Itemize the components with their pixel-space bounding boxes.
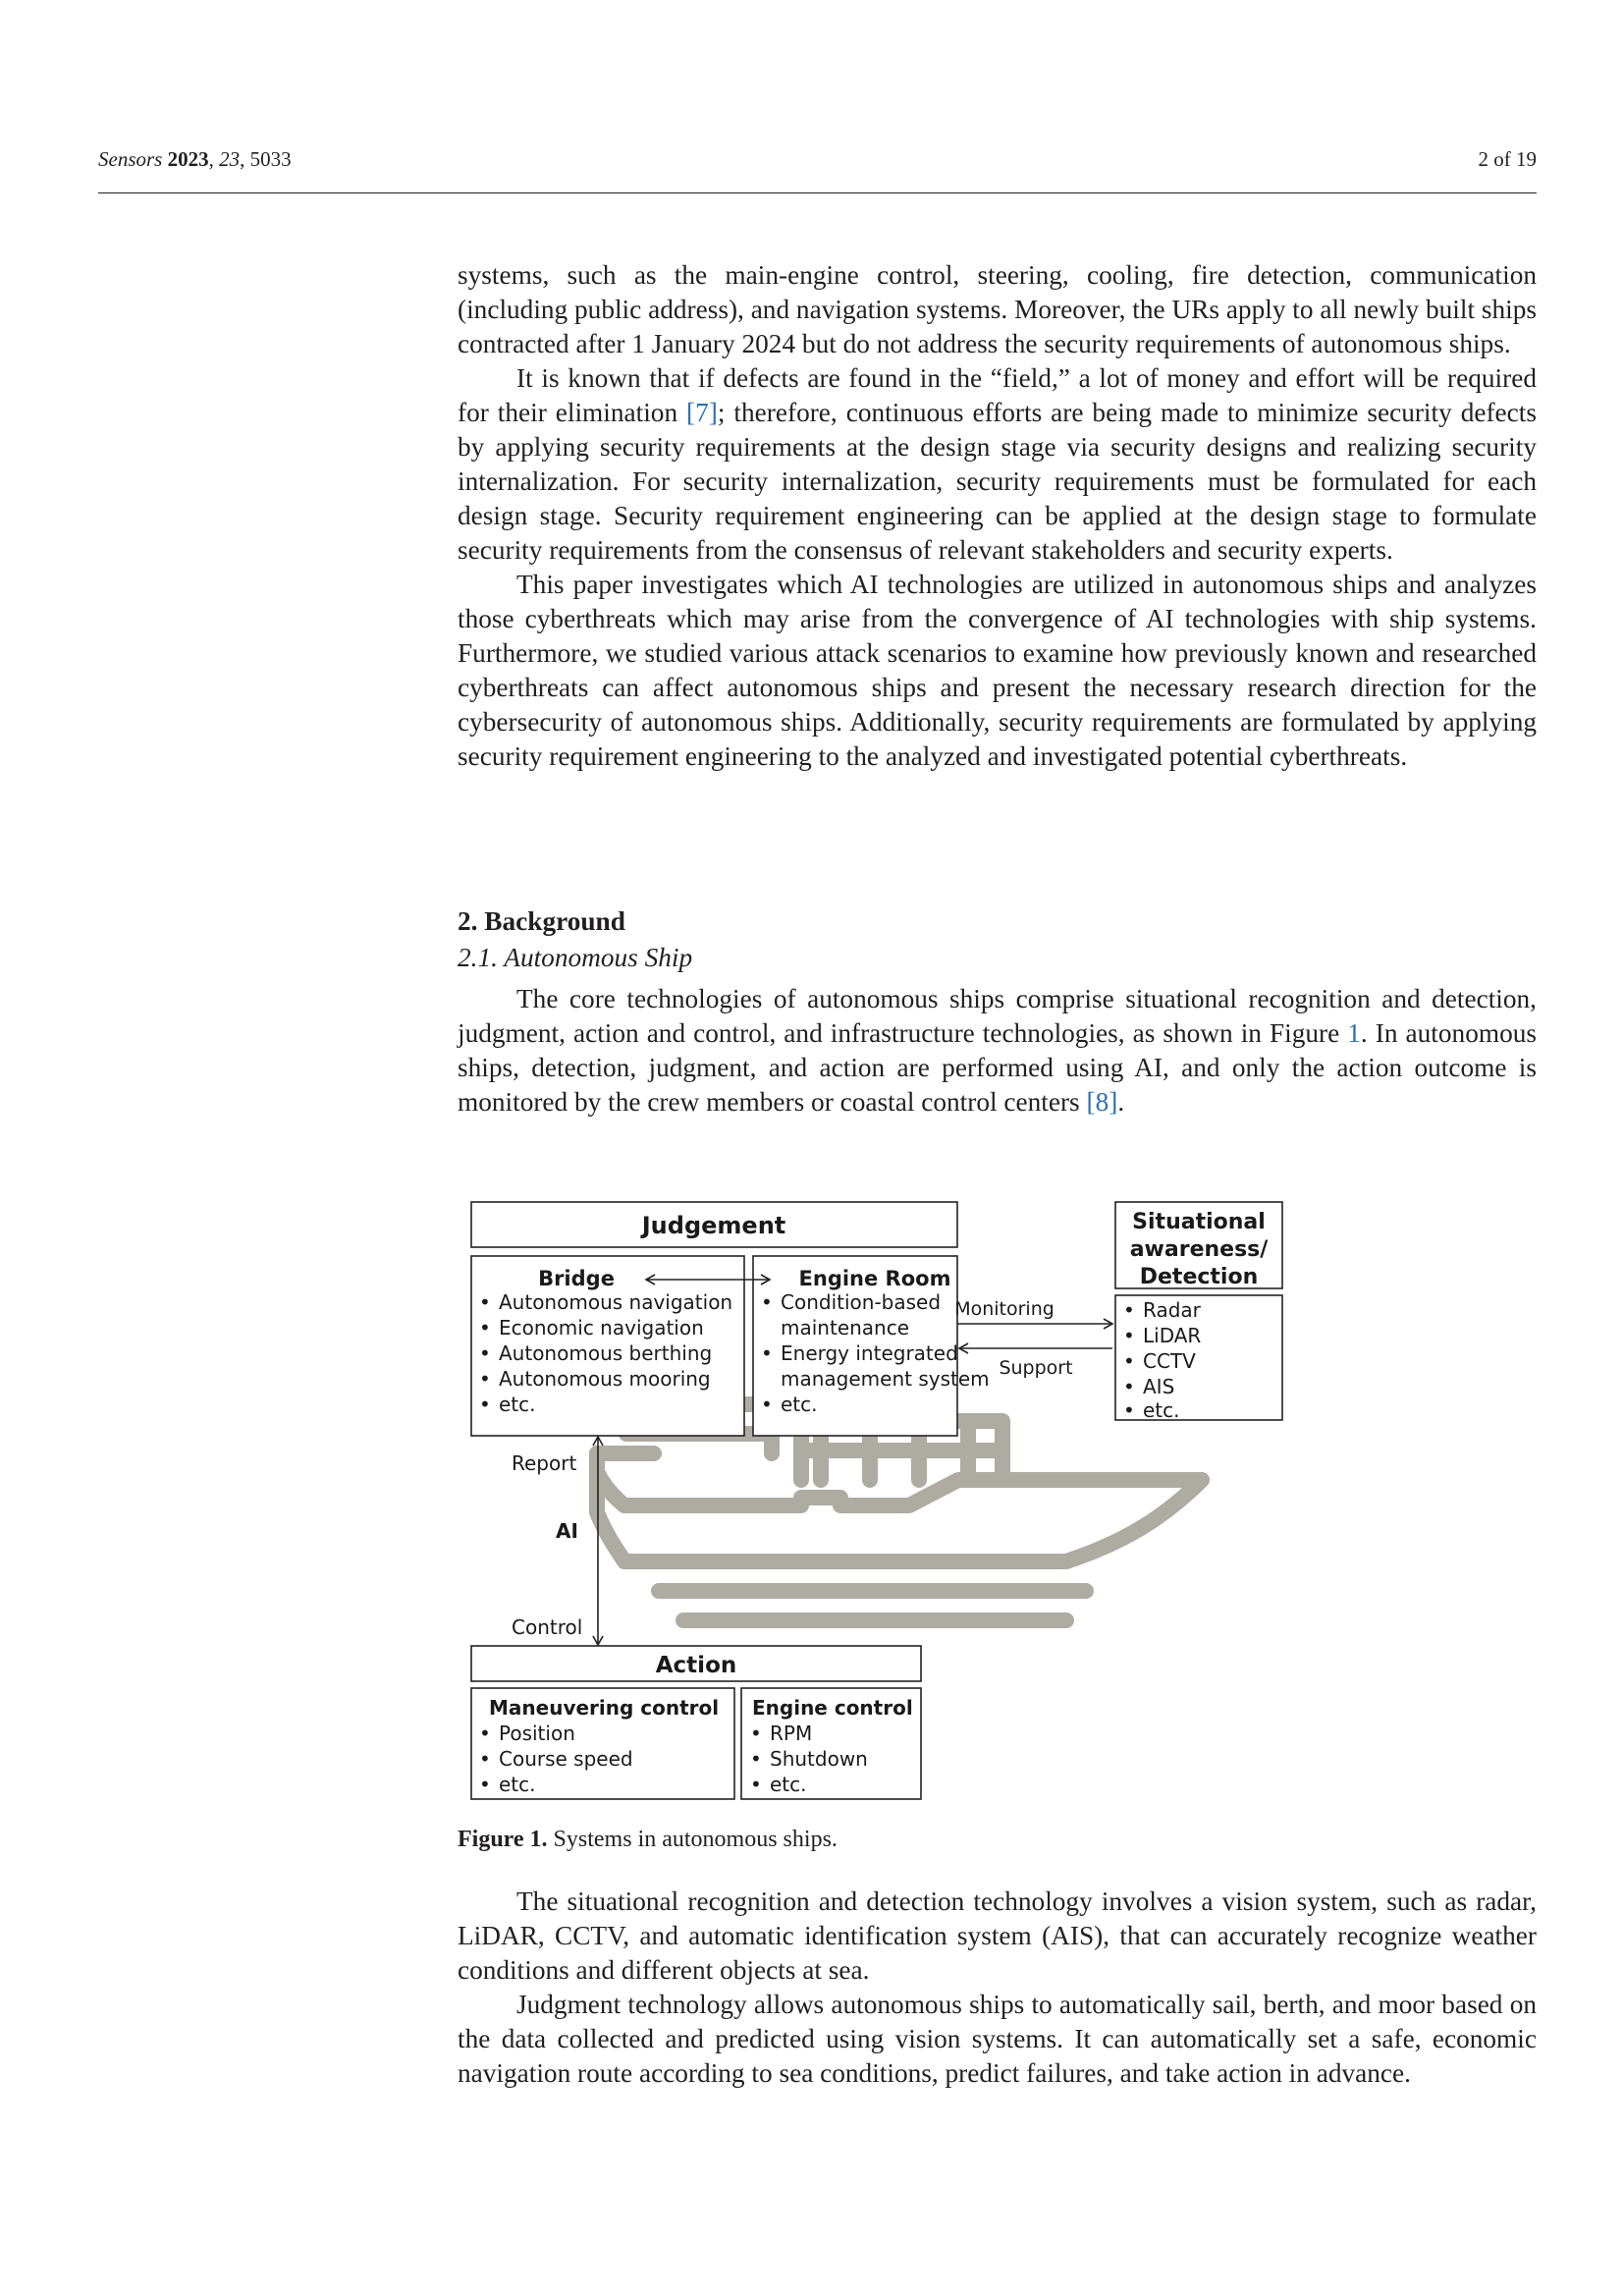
bullet: • bbox=[761, 1341, 773, 1365]
caption-label: Figure 1. bbox=[458, 1827, 548, 1852]
bullet: • bbox=[761, 1393, 773, 1416]
engine-control-title: Engine control bbox=[752, 1696, 913, 1720]
list-item: Autonomous mooring bbox=[499, 1367, 711, 1391]
list-item: AIS bbox=[1143, 1375, 1175, 1398]
journal-citation: Sensors 2023, 23, 5033 bbox=[98, 147, 292, 171]
bullet: • bbox=[479, 1773, 491, 1796]
text-run: It is known that if defects are found in the “field,” a lot of money and effort will be required for their elimination bbox=[458, 363, 1537, 427]
bullet: • bbox=[1123, 1375, 1135, 1398]
journal-volume: 23 bbox=[219, 147, 241, 171]
bullet: • bbox=[479, 1290, 491, 1314]
text-run: ; therefore, continuous efforts are being made to minimize security defects by applying security requirements at the design stage via security designs and realizing security internalization. For security internalization, security requirements must be formulated for each design stage. Security requirement engineering can be applied at the design stage to formulate security requirements from the consensus of relevant stakeholders and security experts. bbox=[458, 398, 1537, 565]
bullet: • bbox=[479, 1341, 491, 1365]
journal-year: 2023 bbox=[167, 147, 209, 171]
support-label: Support bbox=[999, 1357, 1073, 1379]
bullet: • bbox=[750, 1722, 762, 1745]
citation-link[interactable]: [7] bbox=[686, 398, 718, 427]
text-run: The core technologies of autonomous ships comprise situational recognition and detection, judgment, action and control, and infrastructure technologies, as shown in Figure bbox=[458, 984, 1537, 1048]
subsection-title: 2.1. Autonomous Ship bbox=[458, 943, 693, 972]
bullet: • bbox=[750, 1747, 762, 1771]
list-item: etc. bbox=[499, 1773, 536, 1796]
bullet: • bbox=[1123, 1324, 1135, 1347]
text-run: This paper investigates which AI technologies are utilized in autonomous ships and analyzes those cyberthreats which may arise from the convergence of AI technologies with ship systems. Furthermore, we studied various attack scenarios to examine how previously known and researched cyberthreats can affect autonomous ships and present the necessary research direction for the cybersecurity of autonomous ships. Additionally, security requirements are formulated by applying security requirement engineering to the analyzed and investigated potential cyberthreats. bbox=[458, 570, 1537, 771]
ship-stroke bbox=[597, 1472, 1202, 1505]
engine-room-title: Engine Room bbox=[798, 1267, 951, 1290]
list-item: Autonomous berthing bbox=[499, 1341, 713, 1365]
list-item: Position bbox=[499, 1722, 575, 1745]
journal-name: Sensors bbox=[98, 147, 163, 171]
paragraph-4 bbox=[458, 982, 1537, 1120]
paragraph-3 bbox=[458, 568, 1537, 774]
list-item: Condition-based bbox=[781, 1290, 942, 1314]
citation-link[interactable]: 1 bbox=[1347, 1018, 1361, 1048]
list-item: Shutdown bbox=[770, 1747, 868, 1771]
list-item: Radar bbox=[1143, 1298, 1201, 1322]
list-item: LiDAR bbox=[1143, 1324, 1202, 1347]
figure-caption bbox=[458, 1827, 838, 1853]
list-item: etc. bbox=[770, 1773, 807, 1796]
list-item: management system bbox=[781, 1367, 990, 1391]
bullet: • bbox=[479, 1722, 491, 1745]
text-run: systems, such as the main-engine control, steering, cooling, fire detection, communication (including public address), and navigation systems. Moreover, the URs apply to all newly built ships contracted after 1 January 2024 but do not address the security requirements of autonomous ships. bbox=[458, 260, 1537, 358]
header-rule bbox=[98, 192, 1537, 193]
article-number: 5033 bbox=[249, 147, 292, 171]
bullet: • bbox=[750, 1773, 762, 1796]
body-text-bottom bbox=[458, 1885, 1537, 2091]
section-background bbox=[458, 904, 1537, 1120]
list-item: Autonomous navigation bbox=[499, 1290, 733, 1314]
figure-diagram bbox=[458, 1193, 1302, 1807]
bullet: • bbox=[479, 1316, 491, 1339]
bullet: • bbox=[479, 1393, 491, 1416]
maneuvering-title: Maneuvering control bbox=[489, 1696, 720, 1720]
list-item: CCTV bbox=[1143, 1349, 1196, 1373]
paragraph-5 bbox=[458, 1885, 1537, 1988]
text-run: . In autonomous ships, detection, judgment, and action are performed using AI, and only the action outcome is monitored by the crew members or coastal control centers bbox=[458, 1018, 1537, 1117]
bullet: • bbox=[479, 1747, 491, 1771]
bullet: • bbox=[1123, 1298, 1135, 1322]
text-run: . bbox=[1117, 1087, 1125, 1117]
situational-title-line-1: Situational bbox=[1132, 1210, 1266, 1234]
ai-label: AI bbox=[556, 1519, 578, 1543]
list-item: maintenance bbox=[781, 1316, 910, 1339]
control-label: Control bbox=[512, 1615, 583, 1639]
situational-title-line-2: awareness/ bbox=[1129, 1237, 1269, 1262]
citation-link[interactable]: [8] bbox=[1086, 1087, 1118, 1117]
text-run: Judgment technology allows autonomous ships to automatically sail, berth, and moor based on the data collected and predicted using vision systems. It can automatically set a safe, economic navigation route according to sea conditions, predict failures, and take action in advance. bbox=[458, 1990, 1537, 2088]
bullet: • bbox=[761, 1290, 773, 1314]
bullet: • bbox=[1123, 1349, 1135, 1373]
report-label: Report bbox=[512, 1451, 577, 1475]
paragraph-1 bbox=[458, 258, 1537, 361]
list-item: etc. bbox=[499, 1393, 536, 1416]
list-item: Economic navigation bbox=[499, 1316, 704, 1339]
page-header bbox=[98, 147, 1537, 172]
support-arrow bbox=[959, 1343, 1112, 1353]
list-item: Course speed bbox=[499, 1747, 633, 1771]
monitoring-label: Monitoring bbox=[954, 1298, 1055, 1320]
list-item: etc. bbox=[1143, 1398, 1180, 1422]
bridge-title: Bridge bbox=[538, 1267, 615, 1290]
list-item: RPM bbox=[770, 1722, 813, 1745]
text-run: The situational recognition and detection technology involves a vision system, such as radar, LiDAR, CCTV, and automatic identification system (AIS), that can accurately recognize weather conditions and different objects at sea. bbox=[458, 1886, 1537, 1985]
section-title: 2. Background bbox=[458, 906, 625, 936]
body-text-top bbox=[458, 258, 1537, 774]
page-number: 2 of 19 bbox=[1478, 147, 1537, 171]
list-item: etc. bbox=[781, 1393, 818, 1416]
judgement-title: Judgement bbox=[641, 1212, 786, 1239]
bullet: • bbox=[479, 1367, 491, 1391]
situational-title-line-3: Detection bbox=[1139, 1265, 1259, 1289]
caption-text: Systems in autonomous ships. bbox=[553, 1827, 838, 1852]
paragraph-6 bbox=[458, 1988, 1537, 2091]
list-item: Energy integrated bbox=[781, 1341, 958, 1365]
paragraph-2 bbox=[458, 361, 1537, 568]
figure-1 bbox=[458, 1193, 1302, 1807]
action-title: Action bbox=[655, 1653, 737, 1678]
monitoring-arrow bbox=[957, 1319, 1112, 1329]
bullet: • bbox=[1123, 1398, 1135, 1422]
